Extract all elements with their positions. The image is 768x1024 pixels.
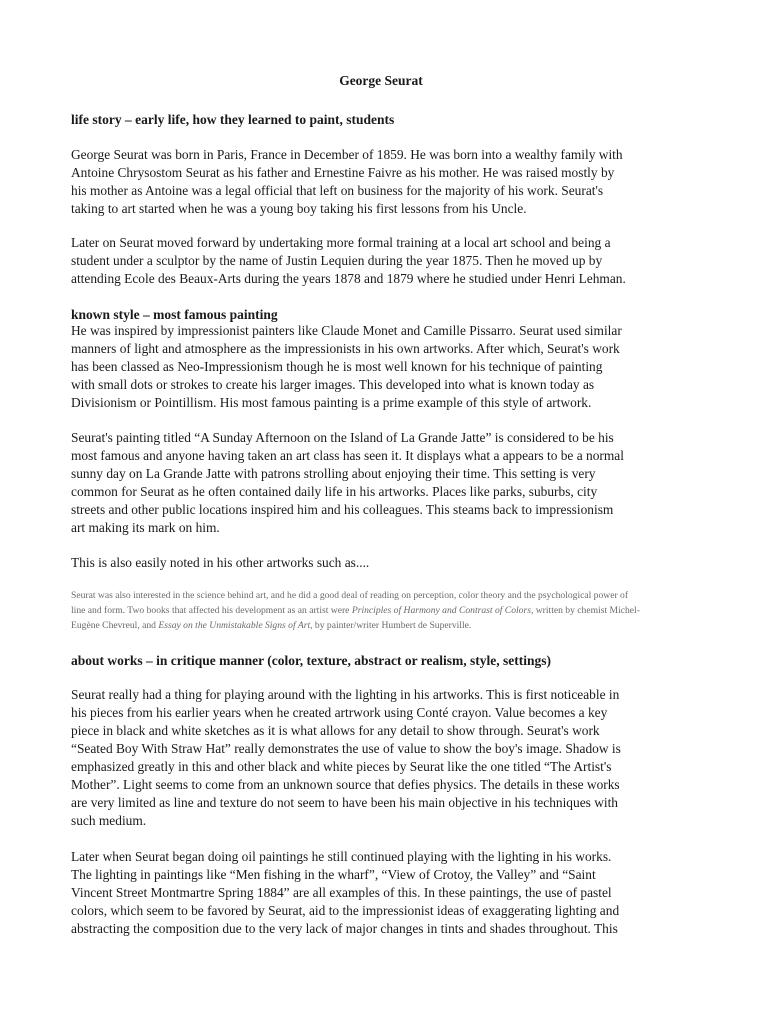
paragraph-training: Later on Seurat moved forward by undertaking more formal training at a local art school and being a student under a sculptor by the name of Justin Lequien during the year 1875. Then he moved up by attending Ecole des Beaux-Arts during the years 1878 and 1879 where he studied under Henri Lehman.: [71, 235, 626, 286]
section-heading-life-story: life story – early life, how they learned to paint, students: [71, 112, 395, 127]
section-heading-about-works: about works – in critique manner (color, texture, abstract or realism, style, settings): [71, 653, 551, 668]
quoted-excerpt: Seurat was also interested in the science behind art, and he did a good deal of reading on perception, color theory and the psychological power of line and form. Two books that affected his development as an artist were Principles of Harmony and Contrast of Colors, written by chemist Michel- Eugène Chevreul, and Essay on the Unmistakable Signs of Art, by painter/writer Humbert de Superville.: [71, 590, 640, 631]
paragraph-other-artworks: This is also easily noted in his other artworks such as....: [71, 555, 370, 570]
section-heading-known-style: known style – most famous painting: [71, 307, 278, 322]
paragraph-oil-paintings: Later when Seurat began doing oil paintings he still continued playing with the lighting in his works. The lighting in paintings like “Men fishing in the wharf”, “View of Crotoy, the Valley” and “Saint Vincent Street Montmartre Spring 1884” are all examples of this. In these paintings, the use of pastel colors, which seem to be favored by Seurat, aid to the impressionist ideas of exaggerating lighting and abstracting the composition due to the very lack of major changes in tints and shades throughout. This: [71, 849, 620, 936]
paragraph-style: He was inspired by impressionist painters like Claude Monet and Camille Pissarro. Seurat used similar manners of light and atmosphere as the impressionists in his own artworks. After which, Seurat's work has been classed as Neo-Impressionism though he is most well known for his technique of painting with small dots or strokes to create his larger images. This developed into what is known today as Divisionism or Pointillism. His most famous painting is a prime example of this style of artwork.: [71, 323, 622, 410]
paragraph-early-life: George Seurat was born in Paris, France in December of 1859. He was born into a wealthy family with Antoine Chrysostom Seurat as his father and Ernestine Faivre as his mother. He was raised mostly by his mother as Antoine was a legal official that left on business for the majority of his work. Seurat's taking to art started when he was a young boy taking his first lessons from his Uncle.: [71, 147, 623, 216]
paragraph-famous-painting: Seurat's painting titled “A Sunday Afternoon on the Island of La Grande Jatte” is considered to be his most famous and anyone having taken an art class has seen it. It displays what a appears to be a normal sunny day on La Grande Jatte with patrons strolling about enjoying their time. This setting is very common for Seurat as he often contained daily life in his artworks. Places like parks, suburbs, city streets and other public locations inspired him and his colleagues. This steams back to impressionism art making its mark on him.: [71, 430, 624, 535]
document-title: George Seurat: [339, 73, 423, 88]
paragraph-lighting: Seurat really had a thing for playing around with the lighting in his artworks. This is first noticeable in his pieces from his earlier years when he created artrwork using Conté crayon. Value becomes a key piece in black and white sketches as it is what allows for any detail to show through. Seurat's work “Seated Boy With Straw Hat” really demonstrates the use of value to show the boy's image. Shadow is emphasized greatly in this and other black and white pieces by Seurat like the one titled “The Artist's Mother”. Light seems to come from an unknown source that defies physics. The details in these works are very limited as line and texture do not seem to have been his main objective in his techniques with such medium.: [71, 687, 621, 828]
